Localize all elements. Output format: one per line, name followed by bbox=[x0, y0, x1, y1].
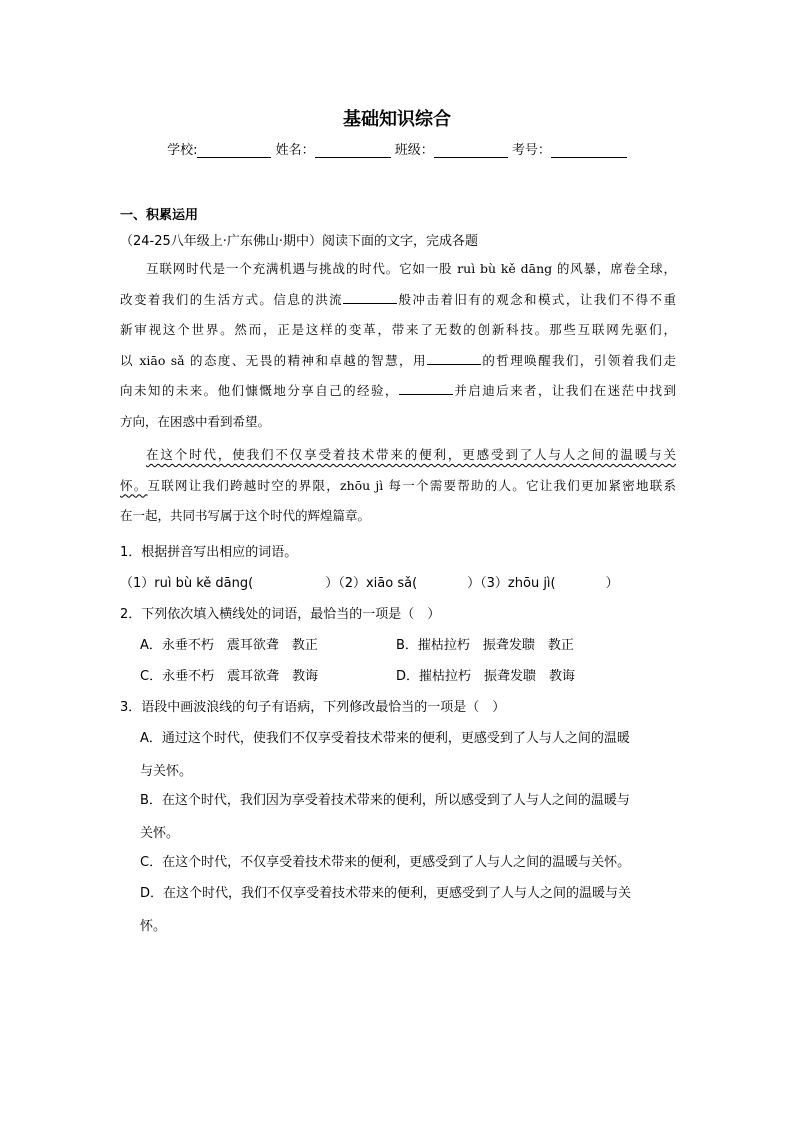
fill-blank-2[interactable] bbox=[427, 350, 481, 365]
source-line: （24-25八年级上·广东佛山·期中）阅读下面的文字，完成各题 bbox=[120, 234, 479, 249]
class-label: 班级： bbox=[394, 143, 434, 158]
passage-line: 新审视这个世界。然而，正是这样的变革，带来了无数的创新科技。那些互联网先驱们， bbox=[120, 322, 676, 337]
school-blank[interactable] bbox=[197, 143, 271, 158]
question-1-stem: 1．根据拼音写出相应的词语。 bbox=[120, 545, 298, 560]
fill-blank-3[interactable] bbox=[399, 380, 453, 395]
wavy-underlined-sentence-end: 怀。 bbox=[120, 477, 148, 493]
class-blank[interactable] bbox=[434, 143, 508, 158]
q2-option-a[interactable]: A．永垂不朽 震耳欲聋 教正 bbox=[140, 638, 318, 653]
passage-paragraph-1 bbox=[120, 254, 676, 437]
q3-option-d[interactable] bbox=[140, 882, 631, 934]
page-title: 基础知识综合 bbox=[343, 109, 451, 130]
fill-blank-1[interactable] bbox=[343, 289, 397, 304]
passage-line bbox=[120, 285, 676, 316]
question-2-stem: 2．下列依次填入横线处的词语，最恰当的一项是（ ） bbox=[120, 607, 441, 622]
passage-text: 互联网让我们跨越时空的界限，zhōu jì 每一个需要帮助的人。它让我们更加紧密地联系 bbox=[147, 477, 676, 493]
passage-text: 并启迪后来者，让我们在迷茫中找到 bbox=[452, 383, 676, 398]
wavy-underlined-sentence: 在这个时代，使我们不仅享受着技术带来的便利，更感受到了人与人之间的温暖与关 bbox=[146, 447, 676, 462]
q3-option-a[interactable] bbox=[140, 727, 630, 779]
question-3-stem: 3．语段中画波浪线的句子有语病，下列修改最恰当的一项是（ ） bbox=[120, 700, 506, 715]
passage-line bbox=[120, 346, 676, 377]
student-info-line bbox=[0, 139, 794, 158]
q3-option-d-line: 怀。 bbox=[140, 919, 167, 934]
school-label: 学校: bbox=[167, 143, 198, 158]
number-label: 考号： bbox=[511, 143, 551, 158]
passage-line: 在一起，共同书写属于这个时代的辉煌篇章。 bbox=[120, 508, 371, 523]
passage-text: 般冲击着旧有的观念和模式，让我们不得不重 bbox=[397, 291, 676, 307]
q1-item-end: ） bbox=[605, 576, 619, 591]
passage-paragraph-2 bbox=[120, 440, 676, 532]
q1-item-3: ）（3）zhōu jì( bbox=[467, 576, 556, 591]
q3-option-a-line: 与关怀。 bbox=[140, 764, 193, 779]
q3-option-d-line: D．在这个时代，我们不仅享受着技术带来的便利，更感受到了人与人之间的温暖与关 bbox=[140, 886, 632, 901]
name-label: 姓名： bbox=[275, 143, 315, 158]
question-1-items bbox=[120, 572, 619, 591]
q1-item-2: ）（2）xiāo sǎ( bbox=[325, 576, 418, 591]
section-heading: 一、积累运用 bbox=[120, 208, 199, 223]
q3-option-b[interactable] bbox=[140, 789, 630, 841]
passage-line: 方向，在困惑中看到希望。 bbox=[120, 413, 271, 429]
q2-option-c[interactable]: C．永垂不朽 震耳欲聋 教诲 bbox=[140, 669, 319, 684]
q1-item-1: （1）ruì bù kě dāng( bbox=[120, 576, 254, 591]
q3-option-c[interactable]: C．在这个时代，不仅享受着技术带来的便利，更感受到了人与人之间的温暖与关怀。 bbox=[140, 855, 631, 870]
q3-option-b-line: 关怀。 bbox=[140, 826, 180, 841]
q3-option-a-line: A．通过这个时代，使我们不仅享受着技术带来的便利，更感受到了人与人之间的温暖 bbox=[140, 731, 630, 746]
passage-text: 改变着我们的生活方式。信息的洪流 bbox=[120, 291, 344, 307]
passage-text: 的哲理唤醒我们，引领着我们走 bbox=[480, 352, 676, 368]
q3-option-b-line: B．在这个时代，我们因为享受着技术带来的便利，所以感受到了人与人之间的温暖与 bbox=[140, 793, 630, 808]
number-blank[interactable] bbox=[551, 143, 627, 158]
passage-line bbox=[120, 376, 676, 407]
passage-line bbox=[120, 471, 676, 502]
passage-text: 向未知的未来。他们慷慨地分享自己的经验， bbox=[120, 383, 399, 398]
q2-option-d[interactable]: D．摧枯拉朽 振聋发聩 教诲 bbox=[396, 669, 576, 684]
passage-text: 以 xiāo sǎ 的态度、无畏的精神和卓越的智慧，用 bbox=[120, 352, 427, 368]
q2-option-b[interactable]: B．摧枯拉朽 振聋发聩 教正 bbox=[396, 638, 574, 653]
passage-line: 互联网时代是一个充满机遇与挑战的时代。它如一股 ruì bù kě dāng 的风暴，席卷全球， bbox=[146, 261, 676, 276]
name-blank[interactable] bbox=[315, 143, 391, 158]
passage-line bbox=[120, 440, 676, 471]
